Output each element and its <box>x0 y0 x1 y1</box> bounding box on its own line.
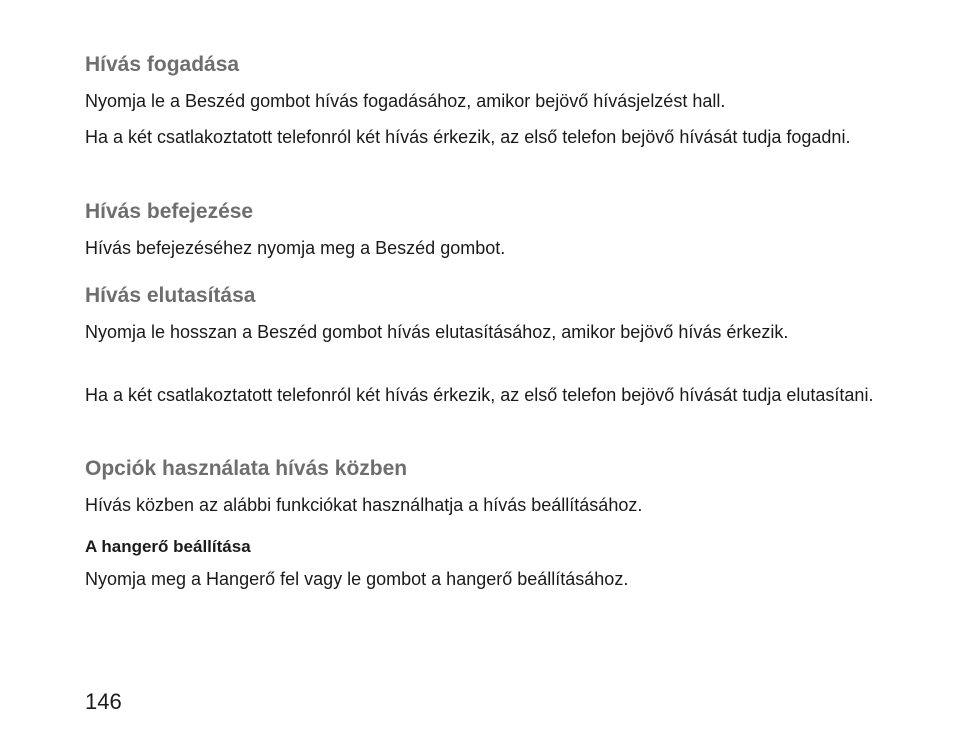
subsection-paragraph: Nyomja meg a Hangerő fel vagy le gombot a hangerő beállításához. <box>85 569 629 589</box>
page-number: 146 <box>85 689 122 714</box>
section-title-receive-call: Hívás fogadása <box>85 53 240 76</box>
section-paragraph: Ha a két csatlakoztatott telefonról két hívás érkezik, az első telefon bejövő hívását tudja elutasítani. <box>85 385 874 405</box>
section-title-end-call: Hívás befejezése <box>85 200 254 223</box>
section-paragraph: Ha a két csatlakoztatott telefonról két hívás érkezik, az első telefon bejövő hívását tudja fogadni. <box>85 127 851 147</box>
section-paragraph: Hívás befejezéséhez nyomja meg a Beszéd gombot. <box>85 238 506 258</box>
section-paragraph: Hívás közben az alábbi funkciókat használhatja a hívás beállításához. <box>85 495 643 515</box>
section-title-in-call-options: Opciók használata hívás közben <box>85 457 408 480</box>
section-title-reject-call: Hívás elutasítása <box>85 284 256 307</box>
section-paragraph: Nyomja le hosszan a Beszéd gombot hívás elutasításához, amikor bejövő hívás érkezik. <box>85 322 789 342</box>
section-paragraph: Nyomja le a Beszéd gombot hívás fogadásához, amikor bejövő hívásjelzést hall. <box>85 91 726 111</box>
subsection-title-volume: A hangerő beállítása <box>85 537 251 556</box>
